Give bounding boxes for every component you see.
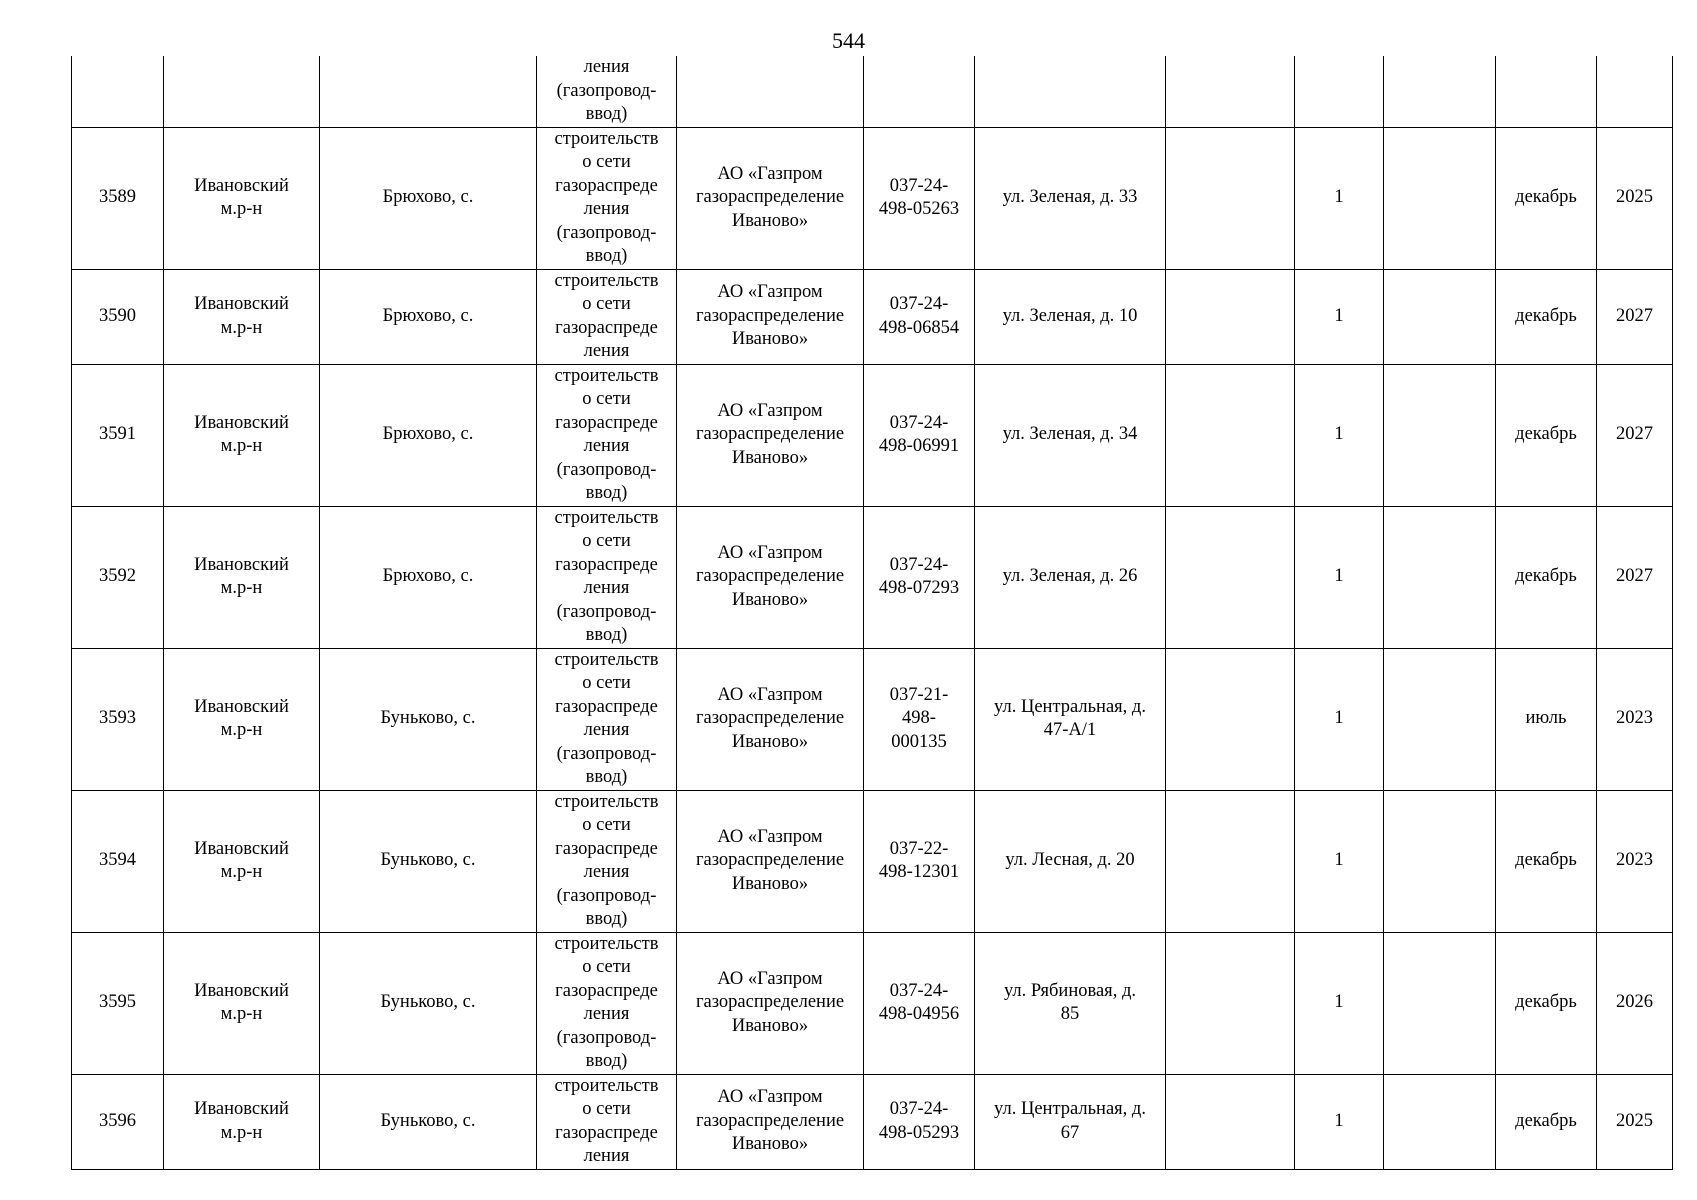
work-line: ввод) xyxy=(585,909,628,929)
cell-settlement xyxy=(320,1074,537,1169)
cell-code xyxy=(864,1074,975,1169)
cell-year xyxy=(1597,1074,1673,1169)
cell-count xyxy=(1295,790,1384,932)
organization-line: АО «Газпром xyxy=(717,163,823,184)
work-line: ввод) xyxy=(585,104,628,124)
cell-count xyxy=(1295,648,1384,790)
cell-code xyxy=(864,790,975,932)
table-row xyxy=(72,1074,1673,1169)
code-line: 498-05263 xyxy=(878,199,960,219)
row-number: 3595 xyxy=(99,992,136,1013)
work-line: строительств xyxy=(554,791,659,812)
address-line: ул. Зеленая, д. 10 xyxy=(1002,305,1138,326)
code-line: 498-05293 xyxy=(878,1122,960,1143)
year-value: 2025 xyxy=(1616,187,1653,208)
row-number: 3592 xyxy=(99,566,136,587)
cell-code xyxy=(864,648,975,790)
month-value: декабрь xyxy=(1515,1110,1577,1131)
cell-empty xyxy=(1166,127,1295,269)
settlement-name: Брюхово, с. xyxy=(382,305,474,326)
cell-code xyxy=(864,506,975,648)
organization-line: газораспределение xyxy=(695,187,845,208)
cell-district xyxy=(164,269,320,364)
cell-address xyxy=(975,790,1166,932)
row-number: 3593 xyxy=(99,708,136,729)
count-value: 1 xyxy=(1334,992,1344,1013)
row-number: 3589 xyxy=(99,187,136,208)
work-line: ввод) xyxy=(585,1051,628,1071)
cell-code xyxy=(864,364,975,506)
work-line: газораспреде xyxy=(555,317,658,338)
cell-organization xyxy=(677,127,864,269)
count-value: 1 xyxy=(1334,305,1344,326)
organization-line: Иваново» xyxy=(731,447,809,468)
work-line: ления xyxy=(583,57,630,77)
work-line: о сети xyxy=(582,957,631,977)
organization-line: газораспределение xyxy=(695,708,845,729)
work-line: ввод) xyxy=(585,483,628,503)
year-value: 2023 xyxy=(1616,850,1653,871)
work-line: ления xyxy=(583,341,630,361)
cell-address xyxy=(975,269,1166,364)
district-line: м.р-н xyxy=(220,436,263,456)
cell-organization xyxy=(677,790,864,932)
organization-line: газораспределение xyxy=(695,850,845,871)
table-row xyxy=(72,790,1673,932)
cell-year xyxy=(1597,269,1673,364)
cell-month xyxy=(1496,56,1597,127)
organization-line: Иваново» xyxy=(731,873,809,894)
work-line: строительств xyxy=(554,933,659,954)
work-line: (газопровод- xyxy=(556,80,657,101)
district-line: Ивановский xyxy=(194,554,289,575)
work-line: о сети xyxy=(582,531,631,551)
address-line: ул. Лесная, д. 20 xyxy=(1005,850,1135,871)
row-number: 3590 xyxy=(99,305,136,326)
work-line: строительств xyxy=(554,270,659,291)
cell-settlement xyxy=(320,506,537,648)
organization-line: АО «Газпром xyxy=(717,1087,823,1108)
cell-year xyxy=(1597,364,1673,506)
month-value: июль xyxy=(1525,708,1567,729)
settlement-name: Брюхово, с. xyxy=(382,566,474,587)
cell-count xyxy=(1295,127,1384,269)
code-line: 498-06991 xyxy=(878,436,960,456)
work-line: строительств xyxy=(554,649,659,670)
district-line: Ивановский xyxy=(194,294,289,314)
district-line: Ивановский xyxy=(194,838,289,859)
address-line: ул. Зеленая, д. 26 xyxy=(1002,566,1138,587)
work-line: ввод) xyxy=(585,767,628,787)
cell-address xyxy=(975,56,1166,127)
settlement-name: Буньково, с. xyxy=(380,992,476,1013)
code-line: 000135 xyxy=(891,731,947,752)
code-line: 037-24- xyxy=(889,980,949,1001)
cell-num xyxy=(72,932,164,1074)
organization-line: Иваново» xyxy=(731,329,809,350)
organization-line: газораспределение xyxy=(695,992,845,1013)
cell-organization xyxy=(677,364,864,506)
district-line: м.р-н xyxy=(220,317,263,338)
gasification-registry-table xyxy=(71,56,1673,1170)
month-value: декабрь xyxy=(1515,305,1577,326)
district-line: м.р-н xyxy=(220,720,263,740)
month-value: декабрь xyxy=(1515,850,1577,871)
cell-month xyxy=(1496,1074,1597,1169)
cell-work-type xyxy=(537,56,677,127)
cell-count xyxy=(1295,932,1384,1074)
organization-line: Иваново» xyxy=(731,731,809,752)
organization-line: АО «Газпром xyxy=(717,400,823,421)
continuation-row xyxy=(72,56,1673,127)
code-line: 498- xyxy=(902,708,936,729)
settlement-name: Буньково, с. xyxy=(380,850,476,871)
cell-settlement xyxy=(320,269,537,364)
cell-settlement xyxy=(320,56,537,127)
work-line: (газопровод- xyxy=(556,222,657,243)
year-value: 2027 xyxy=(1616,424,1653,445)
work-line: (газопровод- xyxy=(556,885,657,906)
work-line: строительств xyxy=(554,1075,659,1096)
cell-settlement xyxy=(320,932,537,1074)
settlement-name: Буньково, с. xyxy=(380,708,476,729)
work-line: газораспреде xyxy=(555,1122,658,1143)
count-value: 1 xyxy=(1334,850,1344,871)
cell-district xyxy=(164,790,320,932)
cell-district xyxy=(164,56,320,127)
work-line: о сети xyxy=(582,673,631,693)
work-line: ввод) xyxy=(585,246,628,266)
organization-line: газораспределение xyxy=(695,305,845,326)
cell-empty xyxy=(1166,269,1295,364)
cell-settlement xyxy=(320,790,537,932)
cell-num xyxy=(72,127,164,269)
cell-work-type xyxy=(537,648,677,790)
cell-empty xyxy=(1384,269,1496,364)
cell-empty xyxy=(1384,56,1496,127)
cell-empty xyxy=(1384,790,1496,932)
cell-empty xyxy=(1384,506,1496,648)
work-line: строительств xyxy=(554,128,659,149)
address-line: ул. Зеленая, д. 34 xyxy=(1002,424,1138,445)
table-row xyxy=(72,364,1673,506)
cell-num xyxy=(72,790,164,932)
settlement-name: Брюхово, с. xyxy=(382,187,474,208)
organization-line: Иваново» xyxy=(731,589,809,610)
work-line: строительств xyxy=(554,507,659,528)
code-line: 037-24- xyxy=(889,412,949,433)
cell-address xyxy=(975,127,1166,269)
code-line: 037-24- xyxy=(889,554,949,575)
cell-year xyxy=(1597,506,1673,648)
cell-empty xyxy=(1166,1074,1295,1169)
code-line: 498-07293 xyxy=(878,578,960,598)
work-line: ления xyxy=(583,720,630,740)
cell-count xyxy=(1295,56,1384,127)
cell-address xyxy=(975,364,1166,506)
district-line: м.р-н xyxy=(220,862,263,882)
cell-code xyxy=(864,269,975,364)
cell-address xyxy=(975,506,1166,648)
month-value: декабрь xyxy=(1515,992,1577,1013)
work-line: о сети xyxy=(582,815,631,835)
cell-district xyxy=(164,364,320,506)
table-row xyxy=(72,648,1673,790)
cell-month xyxy=(1496,648,1597,790)
page-number: 544 xyxy=(832,28,865,53)
cell-district xyxy=(164,127,320,269)
cell-district xyxy=(164,932,320,1074)
cell-work-type xyxy=(537,269,677,364)
code-line: 037-22- xyxy=(889,838,949,859)
district-line: Ивановский xyxy=(194,696,289,717)
cell-num xyxy=(72,269,164,364)
cell-year xyxy=(1597,932,1673,1074)
table-body xyxy=(72,56,1673,1169)
district-line: м.р-н xyxy=(220,1004,263,1024)
cell-year xyxy=(1597,790,1673,932)
cell-work-type xyxy=(537,364,677,506)
cell-month xyxy=(1496,127,1597,269)
cell-num xyxy=(72,648,164,790)
cell-empty xyxy=(1166,364,1295,506)
work-line: газораспреде xyxy=(555,696,658,717)
cell-count xyxy=(1295,1074,1384,1169)
organization-line: АО «Газпром xyxy=(717,968,823,989)
work-line: о сети xyxy=(582,389,631,409)
organization-line: газораспределение xyxy=(695,1110,845,1131)
address-line: 47-А/1 xyxy=(1043,720,1097,740)
year-value: 2027 xyxy=(1616,566,1653,587)
code-line: 037-24- xyxy=(889,294,949,314)
cell-organization xyxy=(677,56,864,127)
cell-year xyxy=(1597,648,1673,790)
work-line: (газопровод- xyxy=(556,743,657,764)
cell-num xyxy=(72,56,164,127)
district-line: Ивановский xyxy=(194,1099,289,1119)
district-line: Ивановский xyxy=(194,980,289,1001)
cell-settlement xyxy=(320,364,537,506)
cell-empty xyxy=(1384,1074,1496,1169)
cell-count xyxy=(1295,269,1384,364)
cell-district xyxy=(164,1074,320,1169)
count-value: 1 xyxy=(1334,187,1344,208)
row-number: 3591 xyxy=(99,424,136,445)
table-row xyxy=(72,506,1673,648)
settlement-name: Брюхово, с. xyxy=(382,424,474,445)
code-line: 498-12301 xyxy=(878,862,960,882)
cell-num xyxy=(72,506,164,648)
settlement-name: Буньково, с. xyxy=(380,1110,476,1131)
work-line: ления xyxy=(583,1004,630,1024)
work-line: газораспреде xyxy=(555,838,658,859)
work-line: (газопровод- xyxy=(556,459,657,480)
table-row xyxy=(72,269,1673,364)
code-line: 037-24- xyxy=(889,175,949,196)
cell-work-type xyxy=(537,127,677,269)
cell-num xyxy=(72,364,164,506)
district-line: Ивановский xyxy=(194,412,289,433)
table-row xyxy=(72,127,1673,269)
organization-line: Иваново» xyxy=(731,210,809,231)
cell-work-type xyxy=(537,506,677,648)
month-value: декабрь xyxy=(1515,187,1577,208)
cell-organization xyxy=(677,506,864,648)
cell-organization xyxy=(677,648,864,790)
row-number: 3596 xyxy=(99,1110,136,1131)
cell-empty xyxy=(1166,932,1295,1074)
cell-empty xyxy=(1384,364,1496,506)
work-line: о сети xyxy=(582,294,631,314)
address-line: ул. Центральная, д. xyxy=(994,696,1146,717)
organization-line: АО «Газпром xyxy=(717,826,823,847)
cell-empty xyxy=(1166,790,1295,932)
address-line: 85 xyxy=(1060,1004,1080,1024)
cell-empty xyxy=(1166,506,1295,648)
work-line: ления xyxy=(583,436,630,456)
district-line: Ивановский xyxy=(194,175,289,196)
district-line: м.р-н xyxy=(220,199,263,219)
district-line: м.р-н xyxy=(220,1122,263,1143)
organization-line: газораспределение xyxy=(695,424,845,445)
count-value: 1 xyxy=(1334,708,1344,729)
cell-empty xyxy=(1166,56,1295,127)
work-line: ления xyxy=(583,862,630,882)
cell-code xyxy=(864,127,975,269)
address-line: 67 xyxy=(1060,1122,1080,1143)
cell-organization xyxy=(677,932,864,1074)
cell-code xyxy=(864,56,975,127)
row-number: 3594 xyxy=(99,850,136,871)
cell-month xyxy=(1496,790,1597,932)
address-line: ул. Зеленая, д. 33 xyxy=(1002,187,1138,208)
code-line: 037-24- xyxy=(889,1099,949,1119)
cell-year xyxy=(1597,127,1673,269)
organization-line: Иваново» xyxy=(731,1015,809,1036)
cell-work-type xyxy=(537,1074,677,1169)
work-line: газораспреде xyxy=(555,175,658,196)
cell-month xyxy=(1496,269,1597,364)
cell-year xyxy=(1597,56,1673,127)
cell-count xyxy=(1295,364,1384,506)
year-value: 2025 xyxy=(1616,1110,1653,1131)
district-line: м.р-н xyxy=(220,578,263,598)
cell-organization xyxy=(677,269,864,364)
organization-line: газораспределение xyxy=(695,566,845,587)
work-line: строительств xyxy=(554,365,659,386)
count-value: 1 xyxy=(1334,566,1344,587)
cell-month xyxy=(1496,932,1597,1074)
code-line: 498-06854 xyxy=(878,317,960,338)
count-value: 1 xyxy=(1334,424,1344,445)
work-line: газораспреде xyxy=(555,554,658,575)
table-row xyxy=(72,932,1673,1074)
cell-address xyxy=(975,1074,1166,1169)
year-value: 2023 xyxy=(1616,708,1653,729)
cell-code xyxy=(864,932,975,1074)
year-value: 2027 xyxy=(1616,305,1653,326)
cell-empty xyxy=(1384,932,1496,1074)
cell-count xyxy=(1295,506,1384,648)
work-line: ления xyxy=(583,199,630,219)
cell-num xyxy=(72,1074,164,1169)
cell-settlement xyxy=(320,127,537,269)
cell-empty xyxy=(1166,648,1295,790)
cell-district xyxy=(164,648,320,790)
organization-line: АО «Газпром xyxy=(717,542,823,563)
work-line: ления xyxy=(583,1146,630,1166)
organization-line: АО «Газпром xyxy=(717,282,823,303)
cell-organization xyxy=(677,1074,864,1169)
address-line: ул. Центральная, д. xyxy=(994,1099,1146,1119)
work-line: ввод) xyxy=(585,625,628,645)
month-value: декабрь xyxy=(1515,424,1577,445)
cell-empty xyxy=(1384,127,1496,269)
cell-month xyxy=(1496,364,1597,506)
work-line: о сети xyxy=(582,1099,631,1119)
work-line: о сети xyxy=(582,152,631,172)
cell-address xyxy=(975,648,1166,790)
month-value: декабрь xyxy=(1515,566,1577,587)
address-line: ул. Рябиновая, д. xyxy=(1004,980,1136,1001)
count-value: 1 xyxy=(1334,1110,1344,1131)
cell-address xyxy=(975,932,1166,1074)
code-line: 498-04956 xyxy=(878,1004,960,1024)
work-line: газораспреде xyxy=(555,412,658,433)
cell-empty xyxy=(1384,648,1496,790)
cell-month xyxy=(1496,506,1597,648)
organization-line: Иваново» xyxy=(731,1134,809,1155)
work-line: газораспреде xyxy=(555,980,658,1001)
cell-district xyxy=(164,506,320,648)
work-line: (газопровод- xyxy=(556,601,657,622)
organization-line: АО «Газпром xyxy=(717,684,823,705)
work-line: ления xyxy=(583,578,630,598)
code-line: 037-21- xyxy=(889,684,949,705)
cell-settlement xyxy=(320,648,537,790)
cell-work-type xyxy=(537,790,677,932)
cell-work-type xyxy=(537,932,677,1074)
work-line: (газопровод- xyxy=(556,1027,657,1048)
year-value: 2026 xyxy=(1616,992,1653,1013)
